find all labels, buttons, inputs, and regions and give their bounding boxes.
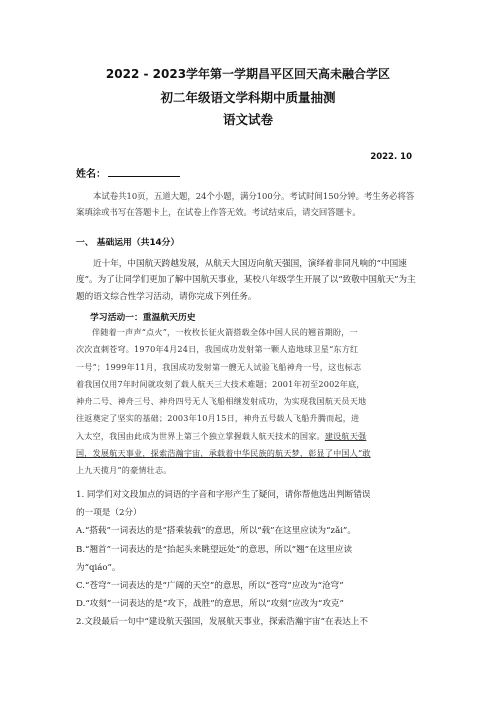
option-b-cont: 为“qiáo”。 (76, 562, 121, 573)
question-stem: 1. 同学们对文段加点的词语的字音和字形产生了疑问，请你帮他选出判断错误 (76, 490, 371, 500)
passage-line: 伴随着一声声“点火”，一枚枚长征火箭搭载全体中国人民的翘首期盼，一 (92, 327, 358, 337)
question-1 (76, 486, 422, 632)
passage-line: 一号”；1999年11月，我国成功发射第一艘无人试验飞船神舟一号，这也标志 (76, 361, 362, 372)
exam-notice: 本试卷共10页，五道大题，24个小题，满分100分。考试时间150分钟。考生务必将答案填涂或书写在答题卡上，在试卷上作答无效。考试结束后，请交回答题卡。 (76, 191, 415, 218)
section-heading: 一、 基础运用（共14分） (76, 238, 180, 248)
passage-line: 往返奠定了坚实的基础；2003年10月15日，神舟五号载人飞船升腾而起，进 (76, 413, 360, 424)
passage-line: 上九天揽月”的豪情壮志。 (76, 465, 172, 476)
passage-line: 神舟二号、神舟三号、神舟四号无人飞船相继发射成功，为实现我国航天员天地 (76, 396, 367, 407)
option-a: A.“搭载”一词表达的是“搭乘装载”的意思，所以“载”在这里应读为“zǎi”。 (76, 526, 356, 537)
name-field (76, 165, 180, 180)
option-c: C.“苍穹”一词表达的是“广阔的天空”的意思，所以“苍穹”应改为“沧穹” (76, 581, 344, 592)
option-d: D.“攻刻”一词表达的是“攻下，战胜”的意思，所以“攻刻”应改为“攻克” (76, 599, 344, 610)
section-intro: 近十年，中国航天跨越发展，从航天大国迈向航天强国，演绎着非同凡响的“中国速度”。为了让同学们更加了解中国航天事业，某校八年级学生开展了以“致敬中国航天”为主题的语文综合性学习活动，请你完成下列任务。 (76, 259, 416, 302)
question-stem: 的一项是（2分） (76, 508, 142, 519)
activity-title: 学习活动一：重温航天历史 (90, 313, 196, 323)
exam-date: 2022. 10 (370, 152, 412, 162)
passage-line: 着我国仅用7年时间就攻刻了载人航天三大技术难题；2001年初至2002年底， (76, 378, 365, 389)
name-blank-line[interactable] (108, 166, 180, 177)
exam-title-line1: 2022 - 2023学年第一学期昌平区回天高未融合学区 (105, 67, 391, 81)
question-2-stem: 2.文段最后一句中“建设航天强国，发展航天事业，探索浩瀚宇宙”在表达上不 (76, 617, 368, 628)
exam-title-line3: 语文试卷 (222, 112, 273, 127)
underlined-phrase: 建设航天强 (324, 430, 367, 441)
passage-line (76, 428, 422, 445)
passage-line-text: 入太空，我国由此成为世界上第三个独立掌握载人航天技术的国家。 (76, 430, 325, 441)
name-label: 姓名： (76, 169, 106, 180)
option-b: B.“翘首”一词表达的是“抬起头来眺望远处”的意思，所以“翘”在这里应读 (76, 544, 353, 555)
passage-line: 国，发展航天事业，探索浩瀚宇宙，承载着中华民族的航天梦，彰显了中国人“敢 (76, 448, 371, 459)
reading-passage (76, 324, 422, 480)
passage-line: 次次直刺苍穹。1970年4月24日，我国成功发射第一颗人造地球卫星“东方红 (76, 344, 359, 355)
exam-title-line2: 初二年级语文学科期中质量抽测 (160, 90, 336, 105)
